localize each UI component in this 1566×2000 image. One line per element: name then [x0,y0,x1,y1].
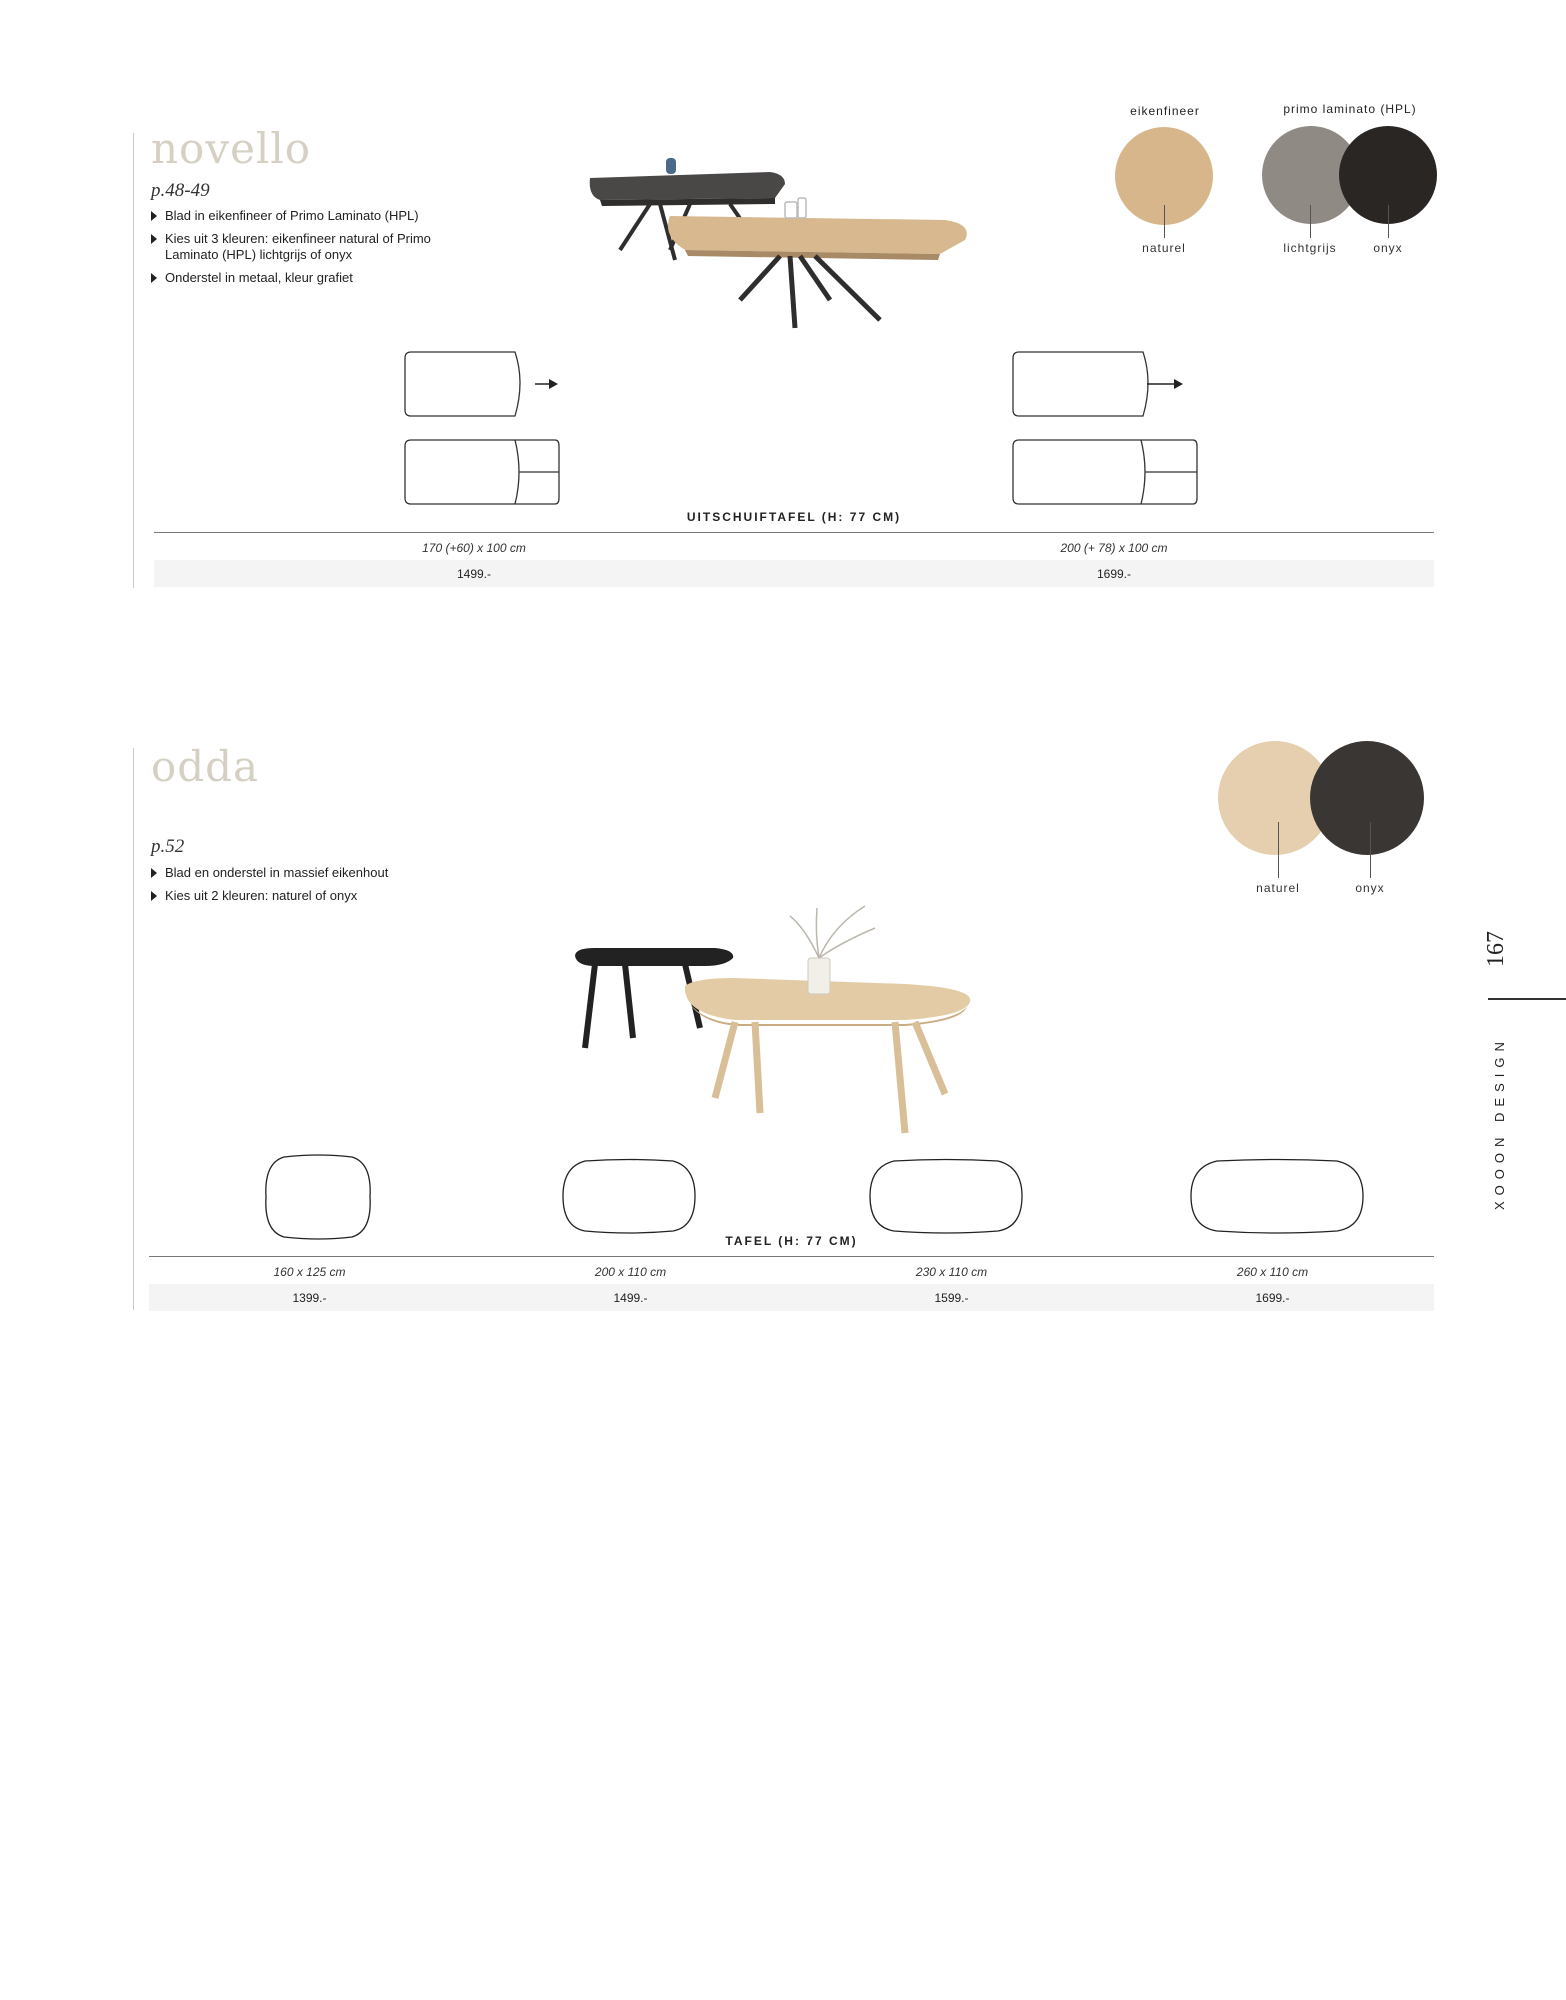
product-title: novello [151,124,312,173]
swatch-onyx [1310,741,1424,855]
extending-table-diagram-170 [405,350,565,510]
table-diagram-230x110 [868,1159,1024,1235]
swatch-leader-line [1310,205,1311,238]
size-dimension: 200 x 110 cm [594,1265,667,1279]
swatch-label: onyx [1355,881,1385,895]
odda-table-photo [565,898,985,1138]
swatch-group-heading: eikenfineer [1130,104,1200,118]
size-price: 1499.- [456,567,492,581]
novello-table-photo [580,150,980,340]
list-item: Onderstel in metaal, kleur grafiet [151,270,451,286]
swatch-leader-line [1278,822,1279,878]
table-caption: TAFEL (H: 77 CM) [725,1234,858,1248]
table-divider [149,1256,1434,1257]
size-dimension: 230 x 110 cm [915,1265,988,1279]
table-divider [154,532,1434,533]
feature-list [151,865,471,911]
size-price: 1699.- [1096,567,1132,581]
swatch-label: naturel [1256,881,1300,895]
swatch-label: naturel [1142,241,1186,255]
triangle-bullet-icon [151,273,157,283]
triangle-bullet-icon [151,868,157,878]
table-diagram-160x125 [264,1155,374,1240]
page-number: 167 [1483,931,1509,967]
table-caption: UITSCHUIFTAFEL (H: 77 CM) [686,510,902,524]
size-price: 1599.- [934,1291,969,1305]
list-item: Blad en onderstel in massief eikenhout [151,865,471,881]
swatch-label: lichtgrijs [1283,241,1337,255]
size-price: 1699.- [1255,1291,1290,1305]
extending-table-diagram-200 [1013,350,1213,510]
size-dimension: 170 (+60) x 100 cm [422,541,526,555]
brand-name: XOOON DESIGN [1492,1036,1507,1210]
triangle-bullet-icon [151,891,157,901]
size-dimension: 200 (+ 78) x 100 cm [1060,541,1168,555]
table-diagram-260x110 [1189,1159,1365,1235]
triangle-bullet-icon [151,234,157,244]
list-item: Blad in eikenfineer of Primo Laminato (HPL) [151,208,451,224]
swatch-leader-line [1370,822,1371,878]
list-item: Kies uit 2 kleuren: naturel of onyx [151,888,471,904]
swatch-group-heading: primo laminato (HPL) [1283,102,1417,116]
section-divider [133,748,134,1310]
table-diagram-200x110 [561,1159,697,1235]
page-number-rule [1488,998,1566,1000]
feature-list [151,208,451,293]
size-price: 1499.- [613,1291,648,1305]
size-dimension: 260 x 110 cm [1236,1265,1309,1279]
page-reference: p.52 [151,836,185,857]
list-item: Kies uit 3 kleuren: eikenfineer natural of Primo Laminato (HPL) lichtgrijs of onyx [151,231,451,263]
swatch-label: onyx [1373,241,1403,255]
triangle-bullet-icon [151,211,157,221]
section-divider [133,133,134,588]
product-title: odda [151,742,260,791]
size-dimension: 160 x 125 cm [273,1265,346,1279]
size-price: 1399.- [292,1291,327,1305]
swatch-leader-line [1164,205,1165,238]
swatch-leader-line [1388,205,1389,238]
page-reference: p.48-49 [151,180,210,201]
